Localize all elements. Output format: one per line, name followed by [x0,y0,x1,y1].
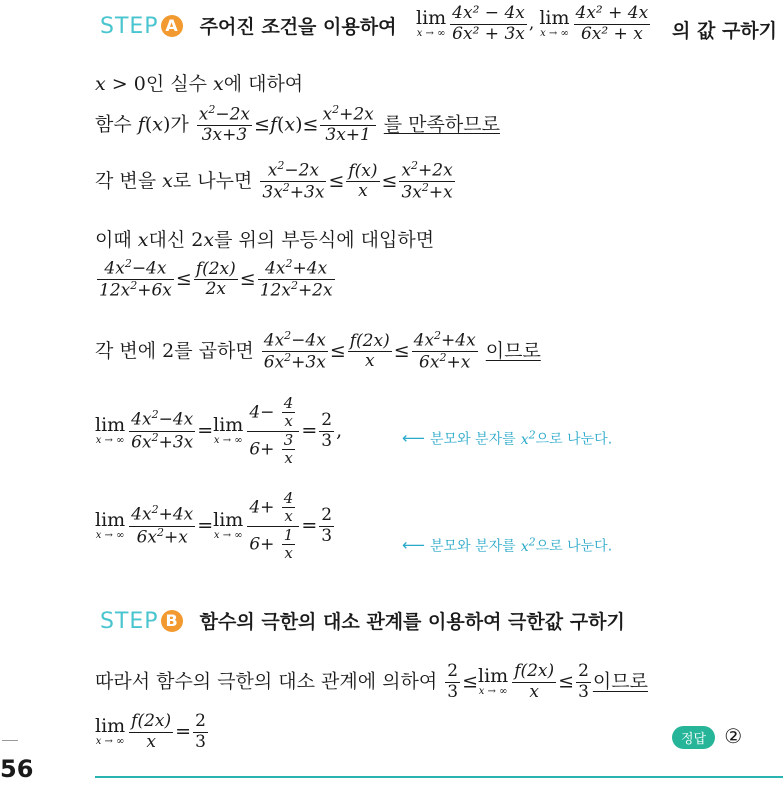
arrow-left-icon: ⟵ [402,428,425,448]
limit-symbol: lim x → ∞ [416,6,447,39]
text-line-6: 각 변에 2를 곱하면 $\frac{4x^2-4x}{6x^2+3x}$ ≤ $\frac{f(2x)}{x}$ ≤ $\frac{4x^2+4x}{6x^2+x}$ 이므로 [95,329,541,373]
answer-value: ② [724,724,743,748]
limit-equation-2: lim x → ∞ $\frac{4x^2+4x}{6x^2+x}$ = lim x → ∞ 4+ $\frac{4}{x}$ 6+ $\frac{1}{x}$ = $\frac{2}{3}$ [95,489,333,562]
text-line-3: 각 변을 x로 나누면 $\frac{x^2-2x}{3x^2+3x}$ ≤ $\frac{f(x)}{x}$ ≤ $\frac{x^2+2x}{3x^2+x}$ [95,159,453,203]
limit-symbol: lim x → ∞ [539,6,570,39]
note-1: ⟵ 분모와 분자를 $x^2$으로 나눈다. [402,428,613,448]
step-label: STEP [100,609,159,634]
step-label: STEP [100,14,159,39]
footer-divider [95,776,783,778]
page-number: 56 [0,755,34,783]
final-limit: lim x → ∞ $\frac{f(2x)}{x}$ = $\frac{2}{3}$ [95,711,206,752]
step-b-header [100,607,625,634]
limit-equation-1: lim x → ∞ $\frac{4x^2-4x}{6x^2+3x}$ = lim x → ∞ 4− $\frac{4}{x}$ 6+ $\frac{3}{x}$ = $\frac{2}{3}$ , [95,394,343,467]
step-a-header [100,12,396,39]
answer-box [672,724,742,749]
answer-badge: 정답 [672,726,715,749]
step-badge-b: B [161,610,183,632]
text-line-1: x > 0인 실수 x에 대하여 [95,73,304,95]
step-a-title-end: 의 값 구하기 [672,20,777,42]
step-badge-a: A [161,15,183,37]
note-2: ⟵ 분모와 분자를 $x^2$으로 나눈다. [402,535,613,555]
margin-tick [2,740,18,741]
step-a-limits: lim x → ∞ $\frac{\text{4x² − 4x}}{\text{6x² + 3x}}$ , lim x → ∞ $\frac{\text{4x² + 4x}}{\text{6x² + x}}$ [416,3,649,44]
arrow-left-icon: ⟵ [402,535,425,555]
fraction: $\frac{\text{4x² + 4x}}{\text{6x² + x}}$ [575,3,649,44]
conclusion-line: 따라서 함수의 극한의 대소 관계에 의하여 $\frac{2}{3}$ ≤ lim x → ∞ $\frac{f(2x)}{x}$ ≤ $\frac{2}{3}$ 이므로 [95,661,648,702]
step-b-title: 함수의 극한의 대소 관계를 이용하여 극한값 구하기 [199,611,625,633]
step-a-title: 주어진 조건을 이용하여 [199,16,397,38]
text-line-5: $\frac{4x^2-4x}{12x^2+6x}$ ≤ $\frac{f(2x)}{2x}$ ≤ $\frac{4x^2+4x}{12x^2+2x}$ [99,257,333,301]
fraction: $\frac{\text{4x² − 4x}}{\text{6x² + 3x}}$ [452,3,525,44]
text-line-2: 함수 f(x)가 $\frac{x^2-2x}{3x+3}$ ≤f(x)≤ $\frac{x^2+2x}{3x+1}$ 를 만족하므로 [95,103,500,146]
text-line-4: 이때 x대신 2x를 위의 부등식에 대입하면 [95,229,435,251]
